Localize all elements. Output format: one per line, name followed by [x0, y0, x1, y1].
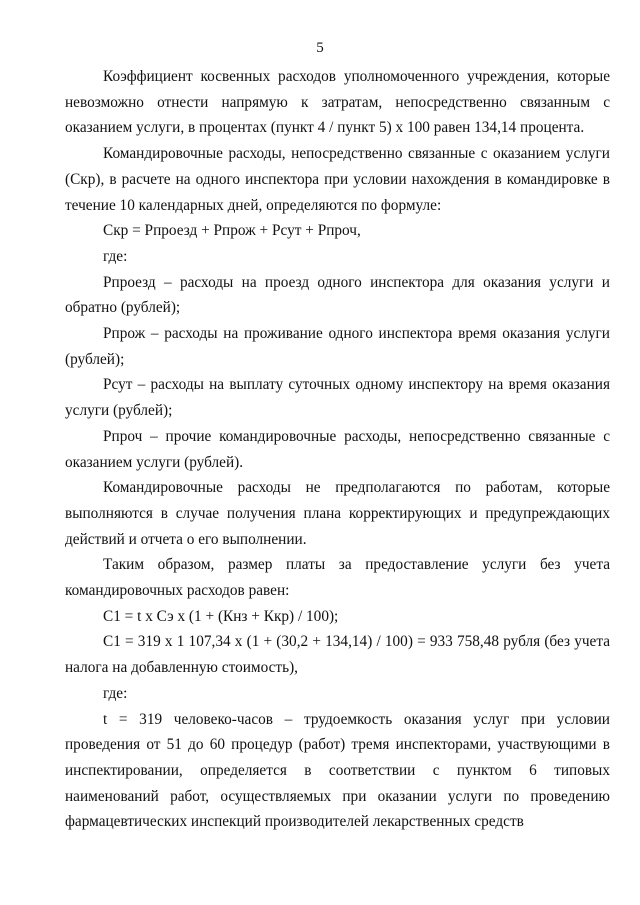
where-label-2: где: [103, 684, 128, 702]
where-label: где: [103, 247, 128, 265]
paragraph-travel-expenses-intro: Командировочные расходы, непосредственно связанные с оказанием услуги (Скр), в расчете на одного инспектора при условии нахождения в командировке в течение 10 календарных дней, определяются по формуле: [65, 145, 610, 214]
definition-travel-cost: Рпроезд – расходы на проезд одного инспектора для оказания услуги и обратно (рублей); [65, 273, 610, 317]
document-body [65, 64, 610, 835]
page-number: 5 [316, 40, 324, 56]
formula-fee-calculation: С1 = 319 х 1 107,34 х (1 + (30,2 + 134,14) / 100) = 933 758,48 рубля (без учета налога на добавленную стоимость), [65, 633, 610, 677]
definition-accommodation-cost: Рпрож – расходы на проживание одного инспектора время оказания услуги (рублей); [65, 325, 610, 368]
definition-daily-allowance: Рсут – расходы на выплату суточных одному инспектору на время оказания услуги (рублей); [65, 376, 610, 420]
paragraph-fee-summary: Таким образом, размер платы за предоставление услуги без учета командировочных расходов равен: [65, 556, 610, 600]
paragraph-no-travel-expenses: Командировочные расходы не предполагаются по работам, которые выполняются в случае получения плана корректирующих и предупреждающих действий и отчета о его выполнении. [65, 479, 610, 548]
definition-other-expenses: Рпроч – прочие командировочные расходы, непосредственно связанные с оказанием услуги (рублей). [65, 427, 610, 471]
paragraph-indirect-cost-coefficient: Коэффициент косвенных расходов уполномоченного учреждения, которые невозможно отнести напрямую к затратам, непосредственно связанным с оказанием услуги, в процентах (пункт 4 / пункт 5) х 100 равен 134,14 процента. [65, 68, 610, 137]
formula-fee: С1 = t х Сэ х (1 + (Кнз + Ккр) / 100); [103, 607, 339, 625]
formula-travel-expenses: Скр = Рпроезд + Рпрож + Рсут + Рпроч, [103, 222, 361, 240]
definition-labor-hours: t = 319 человеко-часов – трудоемкость оказания услуг при условии проведения от 51 до 60 процедур (работ) тремя инспекторами, участвующими в инспектировании, определяется в соответствии с пунктом 6 типовых наименований работ, осуществляемых при оказании услуги по проведению фармацевтических инспекций производителей лекарственных средств [65, 710, 610, 831]
